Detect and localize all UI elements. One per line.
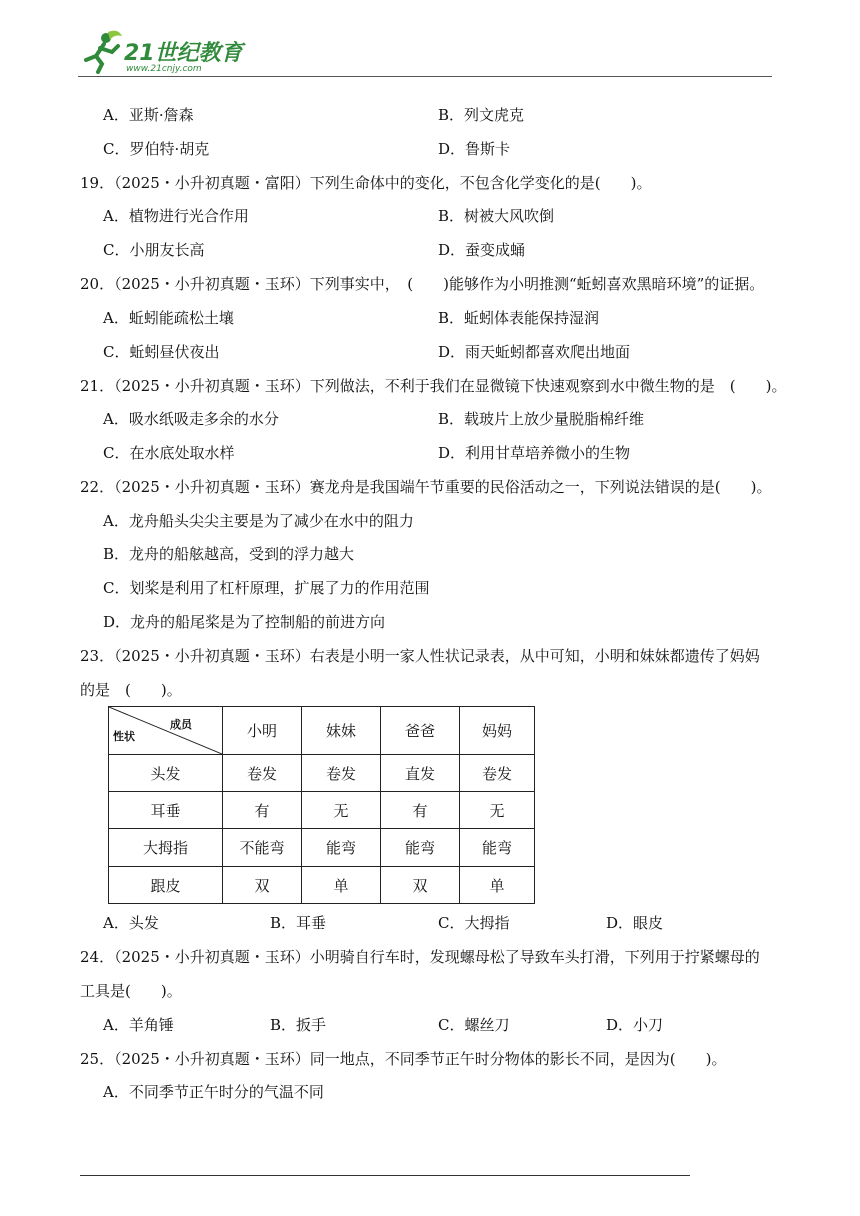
q19-stem: 19．（2025・小升初真题・富阳）下列生命体中的变化，不包含化学变化的是( )。 <box>80 174 652 192</box>
table-cell: 能弯 <box>381 829 460 867</box>
table-cell: 大拇指 <box>109 829 223 867</box>
q20-option-b: B．蚯蚓体表能保持湿润 <box>438 309 600 327</box>
table-row <box>109 755 535 792</box>
table-row <box>109 792 535 829</box>
q19-option-d: D．蚕变成蛹 <box>438 241 526 259</box>
table-header-cell: 妈妈 <box>460 707 535 755</box>
traits-table <box>108 706 535 904</box>
q22-option-c: C．划桨是利用了杠杆原理，扩展了力的作用范围 <box>103 579 430 597</box>
q18-option-c: C．罗伯特·胡克 <box>103 140 210 158</box>
q19-option-b: B．树被大风吹倒 <box>438 207 555 225</box>
q21-option-b: B．载玻片上放少量脱脂棉纤维 <box>438 410 645 428</box>
footer-divider <box>80 1175 690 1176</box>
q21-option-c: C．在水底处取水样 <box>103 444 235 462</box>
q19-option-c: C．小朋友长高 <box>103 241 205 259</box>
table-header-cell: 妹妹 <box>302 707 381 755</box>
table-row <box>109 829 535 867</box>
q23-option-b: B．耳垂 <box>270 914 327 932</box>
table-cell: 能弯 <box>460 829 535 867</box>
table-cell: 无 <box>460 792 535 829</box>
q21-option-d: D．利用甘草培养微小的生物 <box>438 444 631 462</box>
q19-option-a: A．植物进行光合作用 <box>103 207 249 225</box>
corner-label-members: 成员 <box>170 718 192 731</box>
q23-stem-line1: 23．（2025・小升初真题・玉环）右表是小明一家人性状记录表，从中可知，小明和妹妹都遗传了妈妈 <box>80 647 760 665</box>
q21-stem: 21．（2025・小升初真题・玉环）下列做法，不利于我们在显微镜下快速观察到水中微生物的是 ( )。 <box>80 377 787 395</box>
q23-option-d: D．眼皮 <box>606 914 664 932</box>
table-cell: 跟皮 <box>109 867 223 904</box>
logo-url: www.21cnjy.com <box>126 64 202 74</box>
q22-stem: 22．（2025・小升初真题・玉环）赛龙舟是我国端午节重要的民俗活动之一，下列说法错误的是( )。 <box>80 478 772 496</box>
q24-option-d: D．小刀 <box>606 1016 664 1034</box>
q23-option-c: C．大拇指 <box>438 914 510 932</box>
q20-stem: 20．（2025・小升初真题・玉环）下列事实中， ( )能够作为小明推测“蚯蚓喜欢黑暗环境”的证据。 <box>80 275 765 293</box>
q20-option-d: D．雨天蚯蚓都喜欢爬出地面 <box>438 343 631 361</box>
table-cell: 能弯 <box>302 829 381 867</box>
q24-option-c: C．螺丝刀 <box>438 1016 510 1034</box>
logo-text: 21世纪教育 <box>124 41 243 66</box>
corner-label-traits: 性状 <box>113 730 135 743</box>
table-header-cell: 爸爸 <box>381 707 460 755</box>
table-cell: 单 <box>302 867 381 904</box>
q23-option-a: A．头发 <box>103 914 159 932</box>
q25-option-a: A．不同季节正午时分的气温不同 <box>103 1083 324 1101</box>
table-cell: 卷发 <box>460 755 535 792</box>
q24-option-b: B．扳手 <box>270 1016 327 1034</box>
table-cell: 头发 <box>109 755 223 792</box>
table-header-row <box>109 707 535 755</box>
table-cell: 双 <box>223 867 302 904</box>
table-corner-cell <box>109 707 223 755</box>
q20-option-a: A．蚯蚓能疏松土壤 <box>103 309 234 327</box>
q21-option-a: A．吸水纸吸走多余的水分 <box>103 410 279 428</box>
q18-option-b: B．列文虎克 <box>438 106 525 124</box>
table-cell: 卷发 <box>223 755 302 792</box>
q24-stem-line1: 24．（2025・小升初真题・玉环）小明骑自行车时，发现螺母松了导致车头打滑，下列用于拧紧螺母的 <box>80 948 760 966</box>
table-cell: 有 <box>381 792 460 829</box>
q22-option-a: A．龙舟船头尖尖主要是为了减少在水中的阻力 <box>103 512 414 530</box>
table-cell: 有 <box>223 792 302 829</box>
table-header-cell: 小明 <box>223 707 302 755</box>
table-cell: 双 <box>381 867 460 904</box>
q25-stem: 25．（2025・小升初真题・玉环）同一地点，不同季节正午时分物体的影长不同，是因为( )。 <box>80 1050 727 1068</box>
table-cell: 直发 <box>381 755 460 792</box>
page-header <box>78 30 772 78</box>
table-cell: 耳垂 <box>109 792 223 829</box>
table-cell: 单 <box>460 867 535 904</box>
q18-option-a: A．亚斯·詹森 <box>103 106 194 124</box>
q22-option-d: D．龙舟的船尾桨是为了控制船的前进方向 <box>103 613 386 631</box>
table-cell: 卷发 <box>302 755 381 792</box>
q24-stem-line2: 工具是( )。 <box>80 982 182 1000</box>
table-cell: 不能弯 <box>223 829 302 867</box>
q18-option-d: D．鲁斯卡 <box>438 140 511 158</box>
header-divider <box>78 76 772 77</box>
table-cell: 无 <box>302 792 381 829</box>
runner-logo-icon <box>78 30 124 74</box>
q20-option-c: C．蚯蚓昼伏夜出 <box>103 343 220 361</box>
q22-option-b: B．龙舟的船舷越高，受到的浮力越大 <box>103 545 355 563</box>
q23-stem-line2: 的是 ( )。 <box>80 681 182 699</box>
q24-option-a: A．羊角锤 <box>103 1016 174 1034</box>
table-row <box>109 867 535 904</box>
